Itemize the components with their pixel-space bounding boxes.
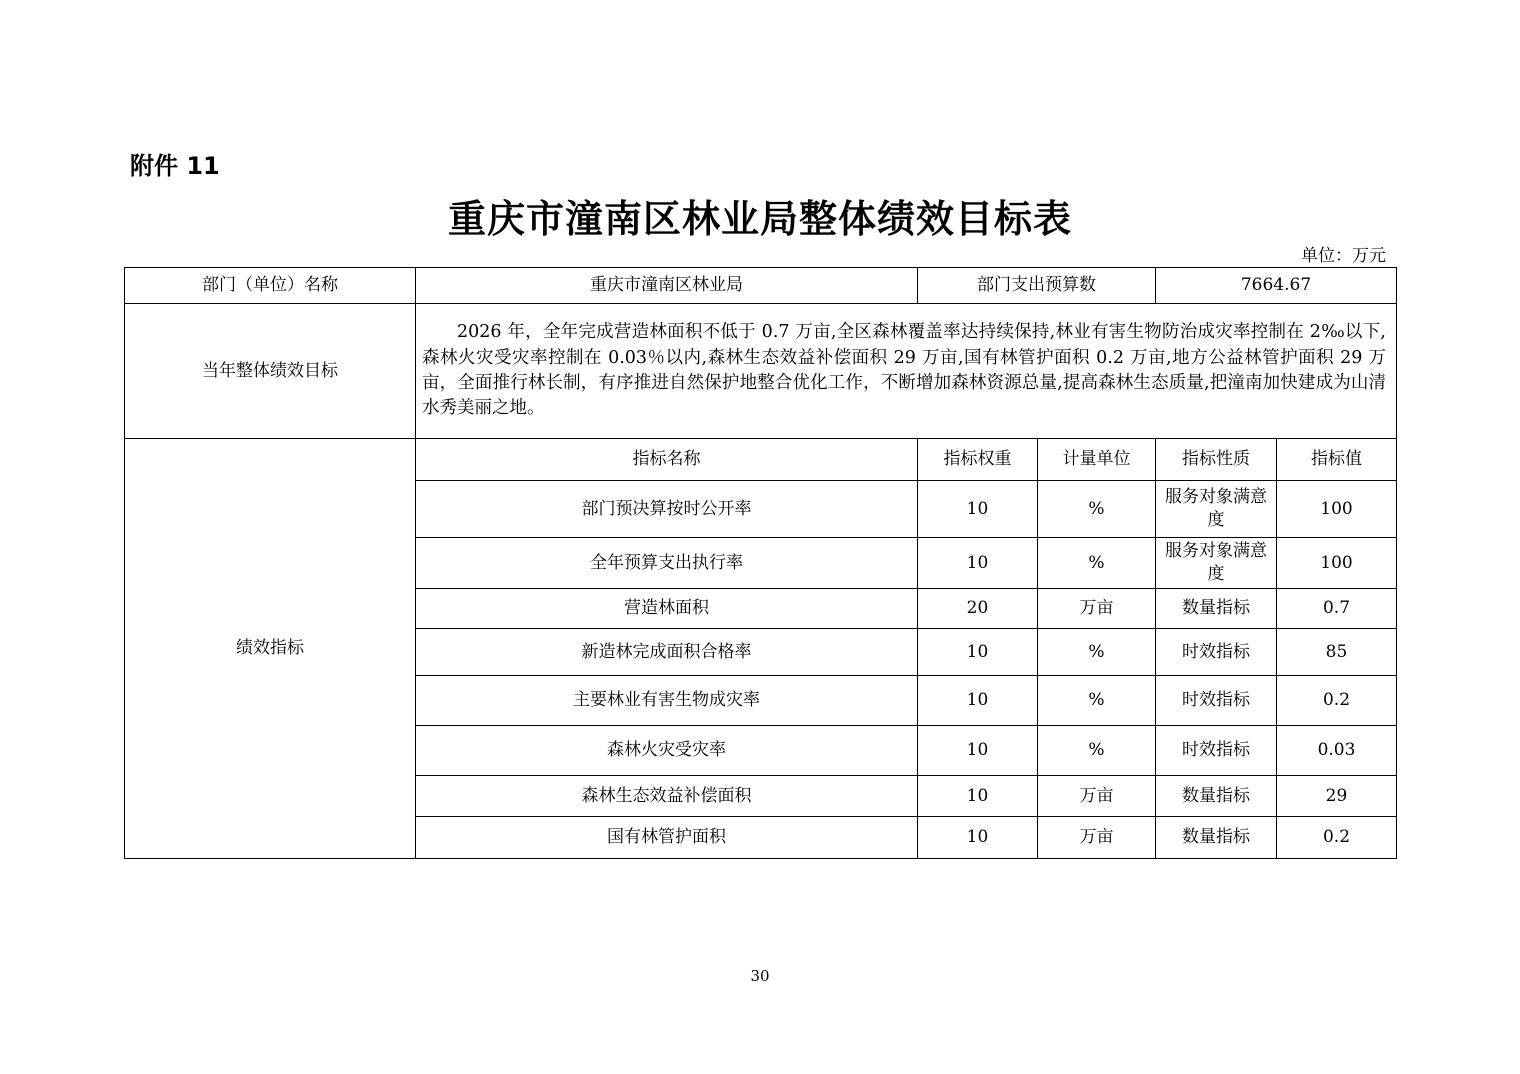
indicator-weight: 10 — [918, 817, 1038, 859]
indicator-name: 新造林完成面积合格率 — [416, 629, 918, 676]
indicator-value: 85 — [1277, 629, 1397, 676]
indicator-unit: % — [1038, 538, 1156, 589]
goal-text: 2026 年，全年完成营造林面积不低于 0.7 万亩,全区森林覆盖率达持续保持,林业有害生物防治成灾率控制在 2‰以下,森林火灾受灾率控制在 0.03％以内,森林生态效益补偿面积 29 万亩,国有林管护面积 0.2 万亩,地方公益林管护面积 29 万亩，全面推行林长制，有序推进自然保护地整合优化工作，不断增加森林资源总量,提高森林生态质量,把潼南加快建成为山清水秀美丽之地。 — [416, 304, 1397, 439]
indicator-nature: 时效指标 — [1156, 629, 1277, 676]
indicator-name: 国有林管护面积 — [416, 817, 918, 859]
indicator-name: 森林火灾受灾率 — [416, 726, 918, 776]
indicator-weight: 10 — [918, 676, 1038, 726]
dept-name-label: 部门（单位）名称 — [125, 268, 416, 304]
indicator-unit: 万亩 — [1038, 817, 1156, 859]
indicator-nature: 时效指标 — [1156, 726, 1277, 776]
performance-table — [124, 267, 1397, 859]
dept-name-value: 重庆市潼南区林业局 — [416, 268, 918, 304]
indicator-unit: 万亩 — [1038, 589, 1156, 629]
header-measure-unit: 计量单位 — [1038, 439, 1156, 481]
indicator-section-label: 绩效指标 — [125, 439, 416, 859]
indicator-name: 森林生态效益补偿面积 — [416, 776, 918, 817]
indicator-unit: % — [1038, 676, 1156, 726]
indicator-nature: 服务对象满意度 — [1156, 481, 1277, 538]
header-indicator-weight: 指标权重 — [918, 439, 1038, 481]
indicator-value: 0.7 — [1277, 589, 1397, 629]
indicator-nature: 数量指标 — [1156, 817, 1277, 859]
header-indicator-name: 指标名称 — [416, 439, 918, 481]
indicator-nature: 数量指标 — [1156, 776, 1277, 817]
indicator-unit: % — [1038, 629, 1156, 676]
indicator-value: 0.2 — [1277, 676, 1397, 726]
indicator-weight: 10 — [918, 481, 1038, 538]
indicator-nature: 服务对象满意度 — [1156, 538, 1277, 589]
indicator-value: 0.03 — [1277, 726, 1397, 776]
indicator-weight: 10 — [918, 726, 1038, 776]
budget-value: 7664.67 — [1156, 268, 1397, 304]
attachment-label: 附件 11 — [130, 152, 220, 180]
indicator-name: 全年预算支出执行率 — [416, 538, 918, 589]
indicator-unit: 万亩 — [1038, 776, 1156, 817]
header-indicator-value: 指标值 — [1277, 439, 1397, 481]
indicator-header-row — [125, 439, 1397, 481]
indicator-value: 100 — [1277, 481, 1397, 538]
goal-row — [125, 304, 1397, 439]
indicator-value: 0.2 — [1277, 817, 1397, 859]
indicator-nature: 时效指标 — [1156, 676, 1277, 726]
indicator-nature: 数量指标 — [1156, 589, 1277, 629]
indicator-name: 营造林面积 — [416, 589, 918, 629]
indicator-weight: 10 — [918, 538, 1038, 589]
page-number: 30 — [750, 967, 770, 985]
header-indicator-nature: 指标性质 — [1156, 439, 1277, 481]
goal-label: 当年整体绩效目标 — [125, 304, 416, 439]
indicator-name: 部门预决算按时公开率 — [416, 481, 918, 538]
unit-label: 单位：万元 — [1301, 246, 1386, 266]
indicator-value: 29 — [1277, 776, 1397, 817]
dept-row — [125, 268, 1397, 304]
indicator-weight: 20 — [918, 589, 1038, 629]
indicator-weight: 10 — [918, 776, 1038, 817]
indicator-weight: 10 — [918, 629, 1038, 676]
indicator-unit: % — [1038, 481, 1156, 538]
indicator-unit: % — [1038, 726, 1156, 776]
indicator-value: 100 — [1277, 538, 1397, 589]
page-title: 重庆市潼南区林业局整体绩效目标表 — [447, 197, 1072, 241]
budget-label: 部门支出预算数 — [918, 268, 1156, 304]
indicator-name: 主要林业有害生物成灾率 — [416, 676, 918, 726]
